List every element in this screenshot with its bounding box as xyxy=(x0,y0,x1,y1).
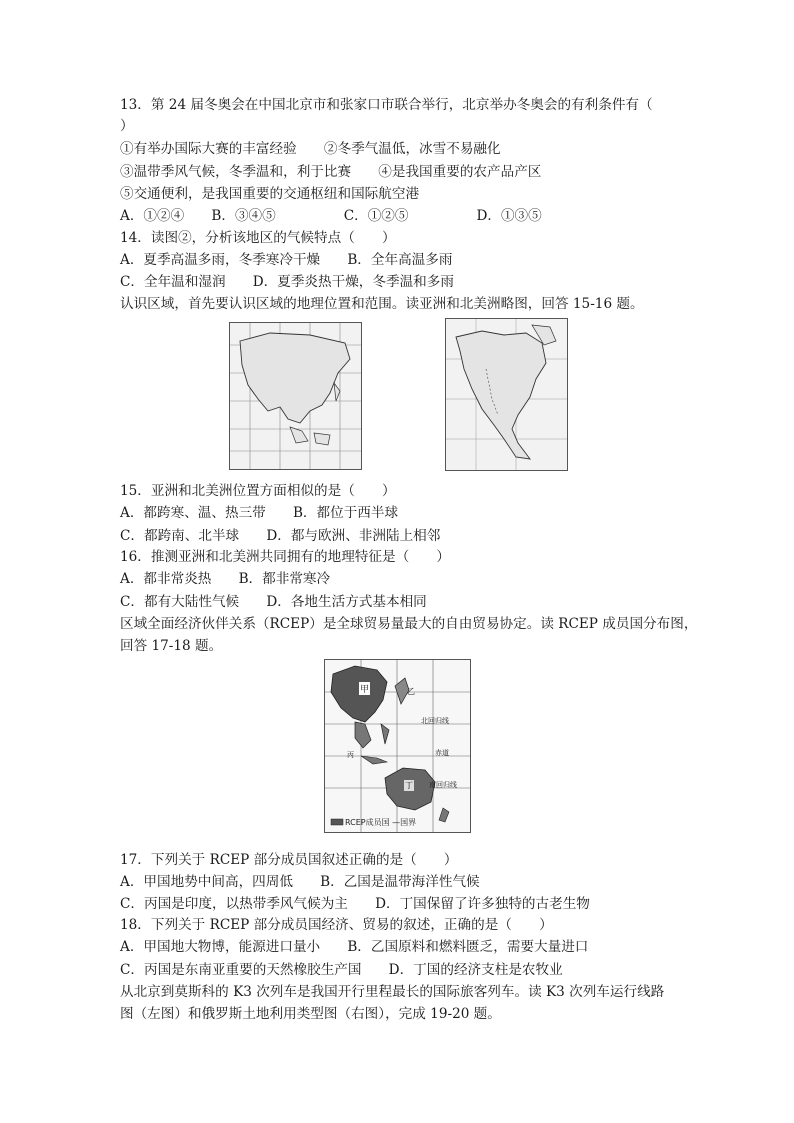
intro-19-20-line2: 图（左图）和俄罗斯土地利用类型图（右图），完成 19-20 题。 xyxy=(120,1006,501,1022)
rcep-label-ding: 丁 xyxy=(405,781,413,790)
north-america-sketch-map xyxy=(445,318,568,471)
rcep-map-legend: RCEP成员国 —国界 xyxy=(345,818,417,827)
q17-choices-row2: C．丙国是印度，以热带季风气候为主 D．丁国保留了许多独特的古老生物 xyxy=(120,896,590,912)
asia-sketch-map xyxy=(229,322,362,470)
q13-stem-cont: ） xyxy=(120,118,134,134)
q13-choices: A．①②④ B．③④⑤ C．①②⑤ D．①③⑤ xyxy=(120,208,542,224)
q16-stem: 16．推测亚洲和北美洲共同拥有的地理特征是（ ） xyxy=(120,549,450,565)
rcep-label-south-tropic: 南回归线 xyxy=(429,781,457,789)
q14-choices-row2: C．全年温和湿润 D．夏季炎热干燥，冬季温和多雨 xyxy=(120,274,454,290)
q14-choices-row1: A．夏季高温多雨，冬季寒冷干燥 B．全年高温多雨 xyxy=(120,252,453,268)
rcep-label-jia: 甲 xyxy=(359,682,370,695)
rcep-label-north-tropic: 北回归线 xyxy=(421,717,449,725)
q16-choices-row1: A．都非常炎热 B．都非常寒冷 xyxy=(120,571,331,587)
q18-choices-row1: A．甲国地大物博，能源进口量小 B．乙国原料和燃料匮乏，需要大量进口 xyxy=(120,939,589,955)
rcep-label-equator: 赤道 xyxy=(435,749,449,757)
q14-stem: 14．读图②，分析该地区的气候特点（ ） xyxy=(120,230,396,246)
rcep-label-yi: 乙 xyxy=(407,687,415,696)
q13-stem: 13．第 24 届冬奥会在中国北京市和张家口市联合举行，北京举办冬奥会的有利条件有（ xyxy=(120,97,653,113)
q17-choices-row1: A．甲国地势中间高，四周低 B．乙国是温带海洋性气候 xyxy=(120,874,480,890)
q15-choices-row1: A．都跨寒、温、热三带 B．都位于西半球 xyxy=(120,505,399,521)
rcep-label-bing: 丙 xyxy=(347,751,354,759)
q13-options-row1: ①有举办国际大赛的丰富经验 ②冬季气温低，冰雪不易融化 xyxy=(120,141,501,157)
q17-stem: 17．下列关于 RCEP 部分成员国叙述正确的是（ ） xyxy=(120,852,458,868)
q13-options-row3: ⑤交通便利，是我国重要的交通枢纽和国际航空港 xyxy=(120,186,420,202)
q18-stem: 18．下列关于 RCEP 部分成员国经济、贸易的叙述，正确的是（ ） xyxy=(120,917,553,933)
intro-17-18-line1: 区域全面经济伙伴关系（RCEP）是全球贸易量最大的自由贸易协定。读 RCEP 成员国分布图， xyxy=(120,616,698,632)
intro-15-16: 认识区域，首先要认识区域的地理位置和范围。读亚洲和北美洲略图，回答 15-16 题。 xyxy=(120,296,644,312)
intro-19-20-line1: 从北京到莫斯科的 K3 次列车是我国开行里程最长的国际旅客列车。读 K3 次列车运行线路 xyxy=(120,984,665,1000)
q15-stem: 15．亚洲和北美洲位置方面相似的是（ ） xyxy=(120,483,396,499)
rcep-member-map xyxy=(324,659,471,833)
q13-options-row2: ③温带季风气候，冬季温和，利于比赛 ④是我国重要的农产品产区 xyxy=(120,164,542,180)
intro-17-18-line2: 回答 17-18 题。 xyxy=(120,638,223,654)
q16-choices-row2: C．都有大陆性气候 D．各地生活方式基本相同 xyxy=(120,594,427,610)
q18-choices-row2: C．丙国是东南亚重要的天然橡胶生产国 D．丁国的经济支柱是农牧业 xyxy=(120,962,563,978)
q15-choices-row2: C．都跨南、北半球 D．都与欧洲、非洲陆上相邻 xyxy=(120,528,441,544)
